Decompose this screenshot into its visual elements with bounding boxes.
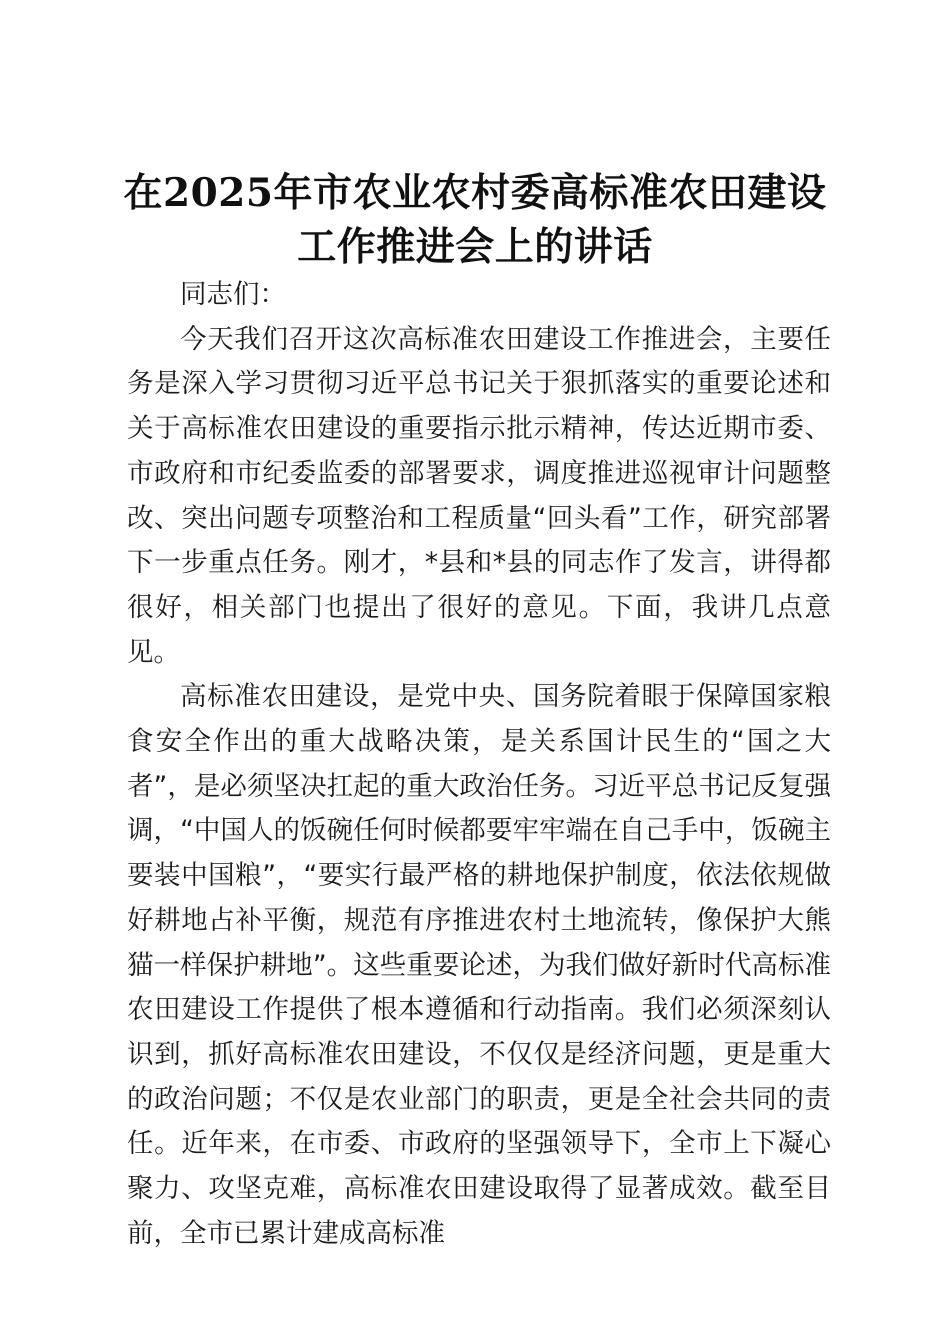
paragraph: 今天我们召开这次高标准农田建设工作推进会，主要任务是深入学习贯彻习近平总书记关于狠抓落实的重要论述和关于高标准农田建设的重要指示批示精神，传达近期市委、市政府和市纪委监委的部署要求，调度推进巡视审计问题整改、突出问题专项整治和工程质量“回头看”工作，研究部署下一步重点任务。刚才，*县和*县的同志作了发言，讲得都很好，相关部门也提出了很好的意见。下面，我讲几点意见。 [127,323,831,668]
document-body [127,273,831,1256]
salutation: 同志们： [180,279,286,310]
document-title: 在2025年市农业农村委高标准农田建设工作推进会上的讲话 [123,170,827,270]
paragraph: 高标准农田建设，是党中央、国务院着眼于保障国家粮食安全作出的重大战略决策，是关系国计民生的“国之大者”，是必须坚决扛起的重大政治任务。习近平总书记反复强调，“中国人的饭碗任何时候都要牢牢端在自己手中，饭碗主要装中国粮”，“要实行最严格的耕地保护制度，依法依规做好耕地占补平衡，规范有序推进农村土地流转，像保护大熊猫一样保护耕地”。这些重要论述，为我们做好新时代高标准农田建设工作提供了根本遵循和行动指南。我们必须深刻认识到，抓好高标准农田建设，不仅仅是经济问题，更是重大的政治问题；不仅是农业部门的职责，更是全社会共同的责任。近年来，在市委、市政府的坚强领导下，全市上下凝心聚力、攻坚克难，高标准农田建设取得了显著成效。截至目前，全市已累计建成高标准 [127,681,831,1249]
